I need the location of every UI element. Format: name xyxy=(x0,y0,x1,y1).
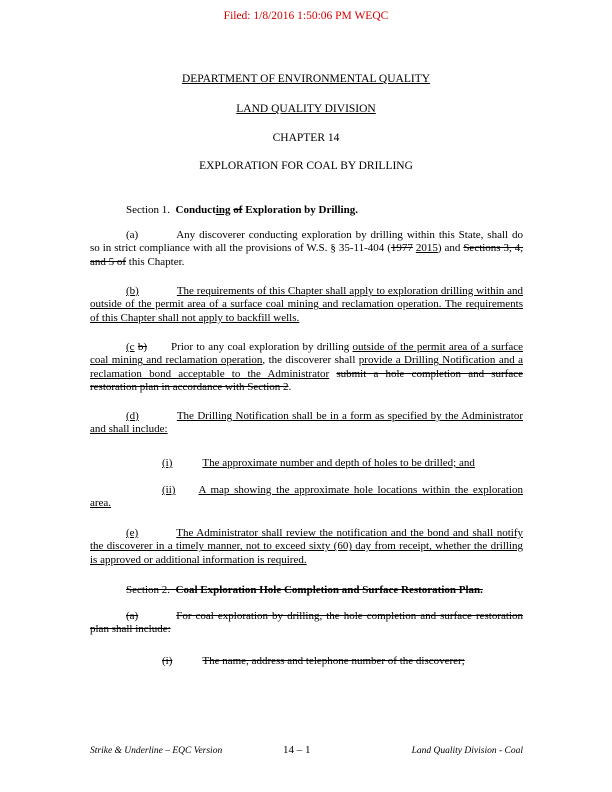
footer-page-number: 14 – 1 xyxy=(283,744,311,756)
paragraph-d-i: (i) The approximate number and depth of holes to be drilled; and xyxy=(162,457,475,469)
division-heading: LAND QUALITY DIVISION xyxy=(236,103,376,115)
section-2-heading: Section 2. Coal Exploration Hole Completion and Surface Restoration Plan. xyxy=(126,584,483,596)
paragraph-d: (d) The Drilling Notification shall be in a form as specified by the Administrator and shall include: xyxy=(90,410,523,436)
footer-left: Strike & Underline – EQC Version xyxy=(90,746,223,756)
paragraph-d-ii: (ii) A map showing the approximate hole locations within the exploration area. xyxy=(90,484,523,510)
paragraph-a: (a) Any discoverer conducting exploration by drilling within this State, shall do so in strict compliance with all the provisions of W.S. § 35-11-404 (1977 2015) and Sections 3, 4, and 5 of this Chapter. xyxy=(90,229,524,268)
footer-right: Land Quality Division - Coal xyxy=(411,746,523,756)
section-2-paragraph-a: (a) For coal exploration by drilling, the hole completion and surface restoration plan shall include: xyxy=(90,610,523,636)
paragraph-c: (c b) Prior to any coal exploration by drilling outside of the permit area of a surface coal mining and reclamation operation, the discoverer shall provide a Drilling Notification and a reclamation bond acceptable to the Administrator submit a hole completion and surface restoration plan in accordance with Section 2. xyxy=(90,341,524,394)
chapter-heading: CHAPTER 14 xyxy=(272,132,340,144)
chapter-title: EXPLORATION FOR COAL BY DRILLING xyxy=(199,160,413,172)
section-2-paragraph-a-i: (i) The name, address and telephone number of the discoverer; xyxy=(162,655,465,667)
paragraph-b: (b) The requirements of this Chapter shall apply to exploration drilling within and outside of the permit area of a surface coal mining and reclamation operation. The requirements of this Chapter shall not apply to backfill wells. xyxy=(90,285,523,324)
department-heading: DEPARTMENT OF ENVIRONMENTAL QUALITY xyxy=(181,73,431,85)
section-1-heading: Section 1. Conducting of Exploration by Drilling. xyxy=(126,204,358,216)
paragraph-e: (e) The Administrator shall review the notification and the bond and shall notify the discoverer in a timely manner, not to exceed sixty (60) day from receipt, whether the drilling is approved or additional information is required. xyxy=(90,527,523,566)
filed-stamp: Filed: 1/8/2016 1:50:06 PM WEQC xyxy=(223,10,389,22)
